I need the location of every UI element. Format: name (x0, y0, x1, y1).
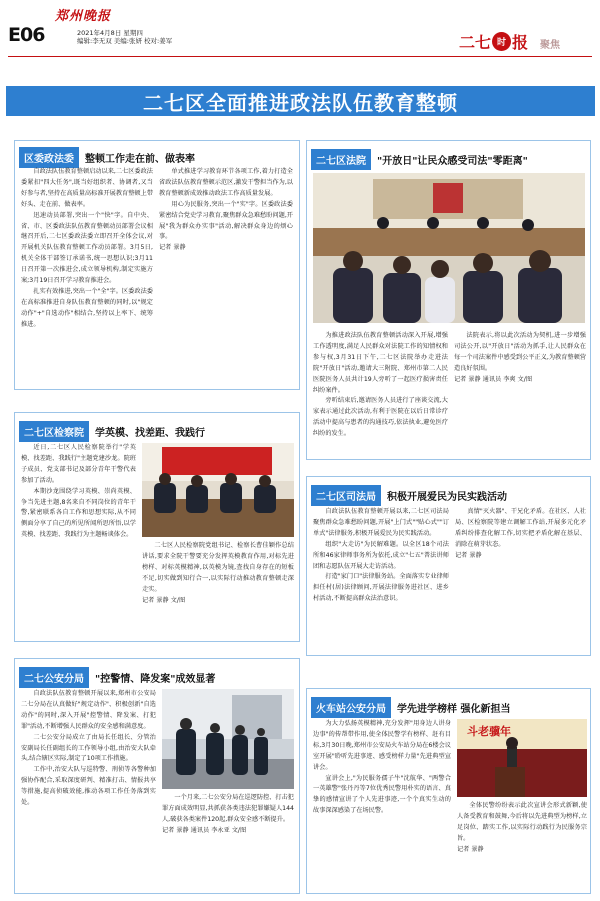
article-tag: 二七区法院 (311, 149, 371, 170)
header-rule (8, 56, 592, 57)
courtroom-photo (313, 173, 585, 323)
editors-line: 编辑:李无双 美编:张妍 校对:姜军 (77, 37, 173, 45)
article-politics-commission (14, 140, 300, 390)
article-erqi-police (14, 658, 300, 894)
date-editors-line (77, 29, 172, 45)
article-tag: 二七区检察院 (19, 421, 89, 442)
article-signoff: 记者 景静 (455, 551, 482, 559)
article-body-col2: 全体民警纷纷表示此次宣讲会形式新颖,使人备受教育和鼓舞,今后将以先进典型为榜样,立足岗位、踏实工作,以实际行动践行为民服务宗旨。 记者 景静 (457, 801, 587, 889)
article-body-col2: 单式推进学习教育环节各项工作,着力打造全省政法队伍教育整顿示范区,激发干警担当作为,以教育整顿新成效推动政法工作高质量发展。 用心为民服务,突出一个"实"字。区委政法委紧密结合党史学习教育,聚焦群众急难愁盼问题,开展"我为群众办实事"活动,解决群众身边的烦心事。 记者 景静 (159, 167, 293, 385)
lecture-photo (457, 719, 587, 797)
brand-badge: 时 (492, 32, 511, 51)
article-body-col2: 二七区人民检察院党组书记、检察长曹佳颖作总结讲话,要求全院干警要充分发挥英模教育作用,对标先进榜样、对标英模精神,以英模为镜,查找自身存在的短板不足,切实做到知行合一,以实际行动推动教育整顿走深走实。 记者 景静 文/图 (142, 541, 294, 637)
article-body-col1: 自政法队伍教育整顿启动以来,二七区委政法委紧扣"四大任务",既当好组织者、协调者,又当好参与者,坚持在高质量高标准开展教育整顿上带好头、走在前、做表率。 迅速动员部署,突出一个"快"字。自中央、省、市、区委政法队伍教育整顿动员部署会议相继召开后,二七区委政法委立即召开全体会议,对开展机关队伍教育整顿工作动员部署。3月5日,机关全体干部签订承诺书,统一思想认识;3月11日召开第一次推进会,成立领导机构,制定实施方案;3月19日召开学习教育推进会。 扎实有效推进,突出一个"全"字。区委政法委在高标准推进自身队伍教育整顿的同时,以"规定动作"+"自选动作"相结合,坚持以上率下、统筹推进。 (21, 168, 153, 328)
article-signoff: 记者 景静 文/图 (142, 596, 186, 604)
article-title: "控警情、降发案"成效显著 (95, 674, 216, 685)
banner-title: 二七区全面推进政法队伍教育整顿 (143, 90, 458, 115)
brand-logo (459, 30, 528, 52)
article-signoff: 记者 景静 通讯员 李永亚 文/图 (162, 826, 247, 834)
section-name: 聚焦 (540, 40, 560, 51)
article-body-col1: 自政法队伍教育整顿开展以来,郑州市公安局二七分局在认真做好"规定动作"、积极创新"自选动作"的同时,深入开展"控警情、降发案、打犯罪"活动,不断增强人民群众的安全感和满意度。 二七公安分局成立了由局长任组长、分管治安副局长任副组长的工作领导小组,由治安大队牵头,结合辖区实际,制定了10项工作措施。 工作中,治安大队与巡特警、刑侦等各警种加强协作配合,采取深度研判、精准打击、情报共享等措施,提高侦破效能,推动各项工作任务落到实处。 (21, 690, 156, 807)
article-tag: 火车站公安分局 (311, 697, 391, 718)
article-justice-bureau (306, 476, 591, 656)
article-body-col2: 真情"灭火器"、干兄化矛盾。在社区、人社局、区检察院等建立调解工作站,开展多元化矛盾纠纷排查化解工作,切实把矛盾化解在基层、消除在萌芽状态。 记者 景静 (455, 507, 586, 651)
article-title: 学先进学榜样 强化新担当 (397, 704, 511, 715)
article-station-police (306, 688, 591, 894)
article-tag: 区委政法委 (19, 147, 79, 168)
article-title: "开放日"让民众感受司法"零距离" (377, 156, 528, 167)
newspaper-masthead-logo: 郑州晚报 (55, 9, 112, 24)
article-signoff: 记者 景静 (159, 244, 186, 252)
article-tag: 二七公安分局 (19, 667, 89, 688)
article-body-col1: 近日,二七区人民检察院举行"学英模、找差距、我践行"主题党建沙龙。院班子成员、党支部书记及部分青年干警代表参加了活动。 本期沙龙围绕学习英模、崇尚英模、争当先进主题,8名来自不同岗位的青年干警,紧密联系各自工作和思想实际,从不同侧面分享了自己的所见所闻所思所悟,以学英模、找差距、我践行为主题畅谈体会。 (21, 444, 136, 539)
date-line: 2021年4月8日 星期四 (77, 29, 143, 37)
article-signoff: 记者 景静 (457, 845, 484, 853)
brand-name: 二七 (458, 32, 491, 52)
article-tag: 二七区司法局 (311, 485, 381, 506)
screen-text: 斗老骥年 (467, 725, 511, 738)
article-body-col1: 自政法队伍教育整顿开展以来,二七区司法局聚焦群众急难愁盼问题,开展"上门式""贴心式""订单式"法律服务,积极开展爱民为民实践活动。 组织"大走访"为民解难题。以全区18个司法所和46家律师事务所为依托,成立"七五"普法讲师团和志愿队伍开展大走访活动。 打造"家门口"法律服务站。全面落实专业律师担任村(居)法律顾问,开展法律服务进社区、进乡村活动,不断提高群众法治意识。 (313, 508, 449, 603)
article-signoff: 记者 景静 通讯员 李爽 文/图 (454, 375, 533, 383)
article-procuratorate (14, 412, 300, 642)
article-title: 整顿工作走在前、做表率 (85, 154, 195, 165)
article-body-col2: 一个月来,二七公安分局在巡逻防控、打击犯罪方面成效明显,共抓获各类违法犯罪嫌疑人144人,破获各类案件120起,群众安全感不断提升。 记者 景静 通讯员 李永亚 文/图 (162, 793, 294, 889)
article-title: 积极开展爱民为民实践活动 (387, 492, 507, 503)
article-body-col2: 法院表示,将以此次活动为契机,进一步增强司法公开,以"开放日"活动为抓手,让人民群众在每一个司法案件中感受到公平正义,为教育整顿营造良好氛围。 记者 景静 通讯员 李爽 文/图 (454, 331, 586, 455)
page-banner (6, 86, 595, 116)
article-body-col1: 为推进政法队伍教育整顿活动深入开展,增强工作透明度,满足人民群众对法院工作的知情权和参与权,3月31日下午,二七区法院举办走进法院"开放日"活动,邀请大三附院、郑州市第二人民医院医务人员共计19人旁听了一起医疗损害责任纠纷案件。 旁听结束后,邀请医务人员进行了座谈交流,大家表示通过此次活动,有利于医院在以后日常诊疗活动中提高与患者的沟通技巧,依法执业,避免医疗纠纷的发生。 (313, 332, 448, 438)
brand-suffix: 报 (511, 32, 528, 52)
article-body-col1: 为大力弘扬英模精神,充分发挥"用身边人讲身边事"的传帮带作用,使全体民警学有榜样、赶有目标,3月30日晚,郑州市公安局火车站分局在6楼会议室开展"聆听先进事迹、感受榜样力量"先进典型宣讲会。 宣讲会上,"为民服务孺子牛"沈航华、"两警合一英雄警"张丹丹等7位优秀民警用朴实的语言、真挚的感情宣讲了个人先进事迹,一个个真实生动的故事深深感染了在场民警。 (313, 720, 451, 815)
article-court-open-day (306, 140, 591, 460)
police-photo (162, 689, 294, 789)
article-title: 学英模、找差距、我践行 (95, 428, 205, 439)
page-number: E06 (8, 24, 45, 46)
salon-photo (142, 443, 294, 537)
